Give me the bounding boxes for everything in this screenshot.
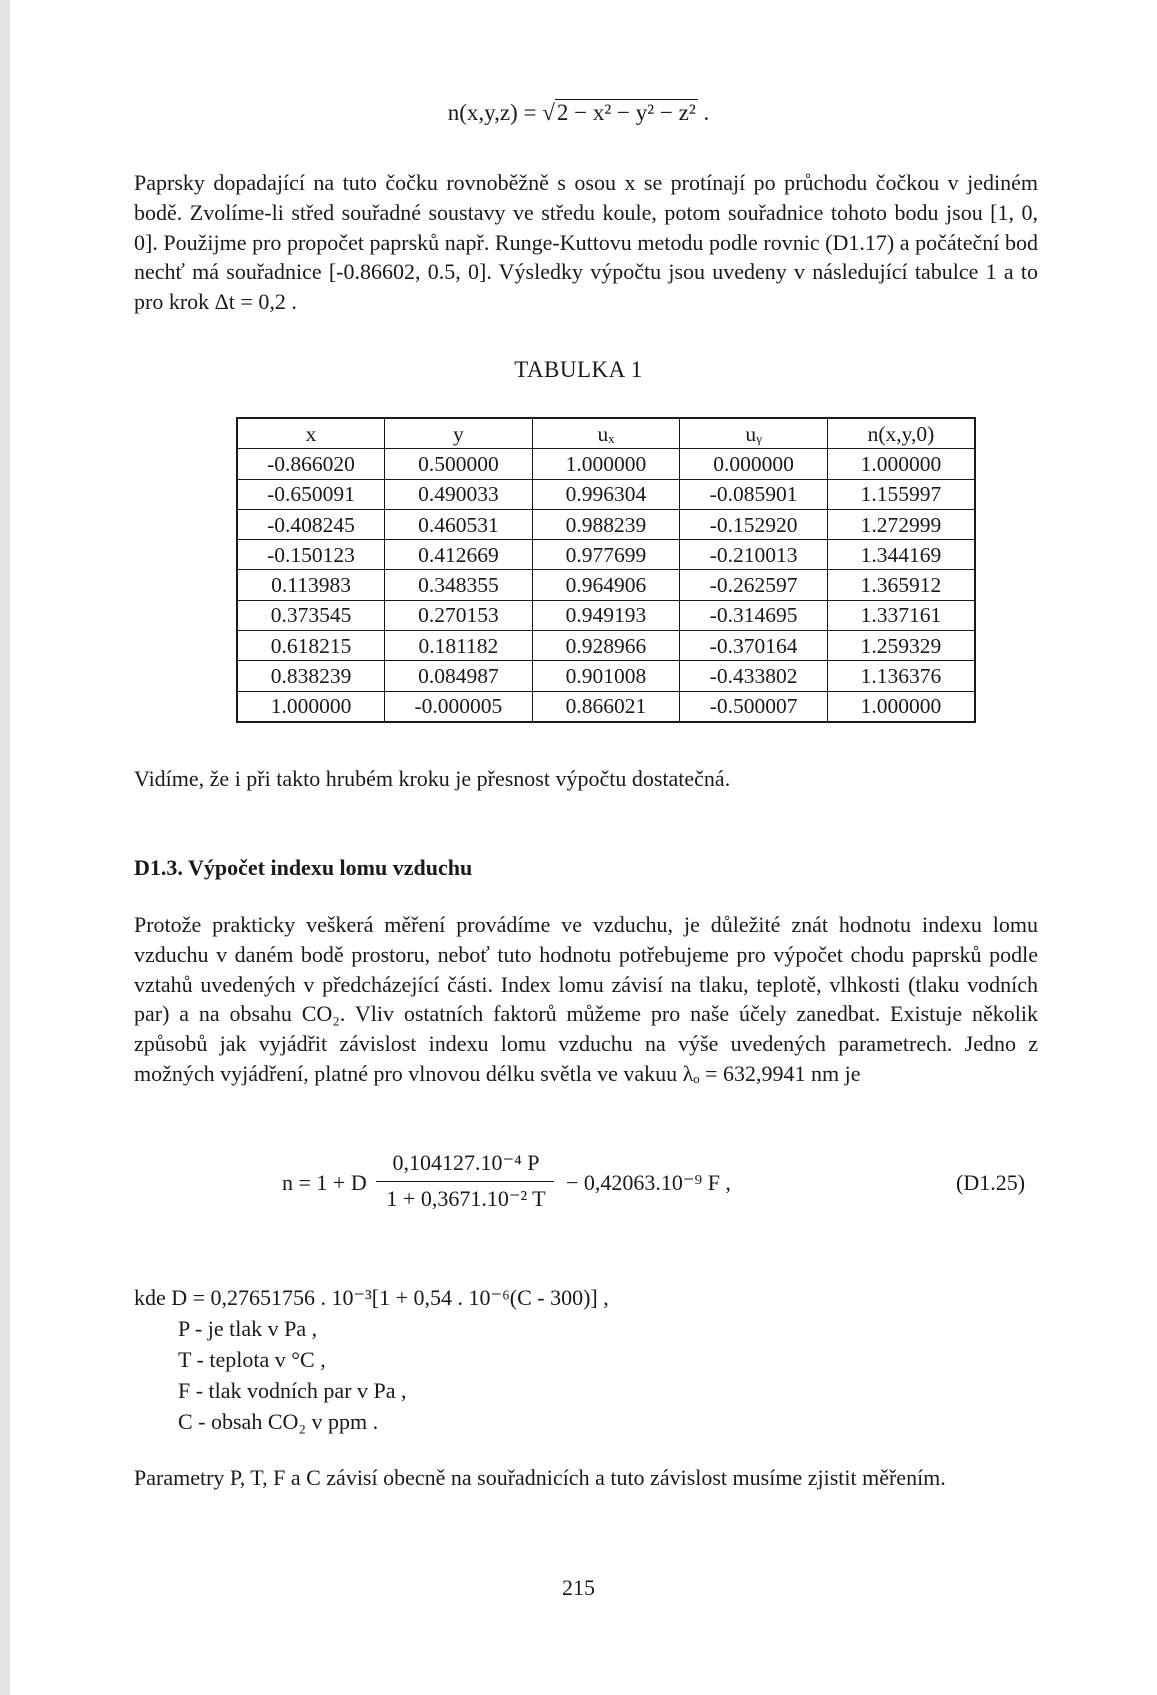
table-header-cell: uₓ (532, 418, 680, 449)
table-row (237, 631, 975, 661)
table-cell: 1.272999 (827, 509, 975, 539)
table-cell: 0.412669 (385, 540, 533, 570)
equation-label: (D1.25) (956, 1170, 1026, 1195)
table-header-cell: uᵧ (680, 418, 828, 449)
table-header-row (237, 418, 975, 449)
table-cell: -0.866020 (237, 449, 385, 479)
table-row (237, 600, 975, 630)
fraction-line (376, 1181, 554, 1182)
paragraph-2: Vidíme, že i při takto hrubém kroku je přesnost výpočtu dostatečná. (134, 766, 731, 791)
table-cell: 0.838239 (237, 661, 385, 691)
table-row (237, 570, 975, 600)
paragraph-3: Protože prakticky veškerá měření provádíme ve vzduchu, je důležité znát hodnotu indexu lomu vzduchu v daném bodě prostoru, neboť tuto hodnotu potřebujeme pro výpočet chodu paprsků podle vztahů uvedených v předcházející části. Index lomu závisí na tlaku, teplotě, vlhkosti (tlaku vodních par) a na obsahu CO₂. Vliv ostatních faktorů můžeme pro naše účely zanedbat. Existuje několik způsobů jak vyjádřit závislost indexu lomu vzduchu na výše uvedených parametrech. Jedno z možných vyjádření, platné pro vlnovou délku světla ve vakuu λₒ = 632,9941 nm je (134, 912, 1038, 1086)
data-table (236, 417, 976, 723)
table-cell: -0.262597 (680, 570, 828, 600)
table-cell: -0.500007 (680, 691, 828, 722)
table-cell: 1.337161 (827, 600, 975, 630)
paragraph-4: Parametry P, T, F a C závisí obecně na souřadnicích a tuto závislost musíme zjistit měřením. (134, 1465, 946, 1490)
table-cell: 0.490033 (385, 479, 533, 509)
table-cell: 0.000000 (680, 449, 828, 479)
table-cell: 0.901008 (532, 661, 680, 691)
page-number: 215 (562, 1575, 595, 1600)
table-cell: 0.373545 (237, 600, 385, 630)
table-cell: 1.344169 (827, 540, 975, 570)
table-cell: 1.000000 (827, 691, 975, 722)
table-cell: 1.155997 (827, 479, 975, 509)
table-cell: 0.113983 (237, 570, 385, 600)
definition-line: T - teplota v °C , (178, 1347, 326, 1372)
table-row (237, 691, 975, 722)
table-row (237, 509, 975, 539)
sqrt-sign: √ (542, 100, 555, 125)
table-cell: -0.152920 (680, 509, 828, 539)
table-row (237, 479, 975, 509)
table-cell: 0.084987 (385, 661, 533, 691)
table-cell: 1.136376 (827, 661, 975, 691)
definition-line: P - je tlak v Pa , (178, 1316, 318, 1341)
table-header-cell: y (385, 418, 533, 449)
table-cell: 1.259329 (827, 631, 975, 661)
table-cell: 0.181182 (385, 631, 533, 661)
equation-top (0, 100, 1157, 126)
table-cell: -0.210013 (680, 540, 828, 570)
equation-main-lhs: n = 1 + D (282, 1170, 367, 1195)
equation-main-denominator: 1 + 0,3671.10⁻² T (386, 1186, 546, 1211)
table-cell: -0.408245 (237, 509, 385, 539)
table-cell: -0.650091 (237, 479, 385, 509)
table-cell: 0.460531 (385, 509, 533, 539)
table-cell: -0.433802 (680, 661, 828, 691)
table-cell: 0.348355 (385, 570, 533, 600)
table-cell: 0.270153 (385, 600, 533, 630)
table-cell: 1.365912 (827, 570, 975, 600)
table-cell: -0.085901 (680, 479, 828, 509)
scan-edge (0, 0, 10, 1695)
table-cell: -0.314695 (680, 600, 828, 630)
paragraph-1: Paprsky dopadající na tuto čočku rovnoběžně s osou x se protínají po průchodu čočkou v jediném bodě. Zvolíme-li střed souřadné soustavy ve středu koule, potom souřadnice tohoto bodu jsou [1, 0, 0]. Použijme pro propočet paprsků např. Runge-Kuttovu metodu podle rovnic (D1.17) a počáteční bod nechť má souřadnice [-0.86602, 0.5, 0]. Výsledky výpočtu jsou uvedeny v následující tabulce 1 a to pro krok Δt = 0,2 . (134, 170, 1038, 315)
table-cell: 1.000000 (532, 449, 680, 479)
definition-line: C - obsah CO₂ v ppm . (178, 1409, 379, 1434)
table-header-cell: n(x,y,0) (827, 418, 975, 449)
table-cell: 0.977699 (532, 540, 680, 570)
definition-line: kde D = 0,27651756 . 10⁻³[1 + 0,54 . 10⁻⁶(C - 300)] , (134, 1285, 609, 1310)
table-cell: -0.150123 (237, 540, 385, 570)
table-cell: -0.370164 (680, 631, 828, 661)
table-cell: 0.500000 (385, 449, 533, 479)
equation-top-lhs: n(x,y,z) = (447, 100, 537, 125)
definition-line: F - tlak vodních par v Pa , (178, 1378, 407, 1403)
table-row (237, 540, 975, 570)
table-header-cell: x (237, 418, 385, 449)
table-cell: -0.000005 (385, 691, 533, 722)
table-cell: 0.964906 (532, 570, 680, 600)
table-cell: 0.866021 (532, 691, 680, 722)
table-title: TABULKA 1 (514, 357, 643, 382)
table-row (237, 449, 975, 479)
table-cell: 0.949193 (532, 600, 680, 630)
table-cell: 1.000000 (827, 449, 975, 479)
table-body (237, 449, 975, 722)
table-row (237, 661, 975, 691)
table-cell: 0.988239 (532, 509, 680, 539)
equation-main-numerator: 0,104127.10⁻⁴ P (392, 1150, 540, 1175)
equation-top-tail: . (703, 100, 710, 125)
table-cell: 0.928966 (532, 631, 680, 661)
equation-top-radicand: 2 − x² − y² − z² (556, 100, 696, 125)
table-cell: 0.996304 (532, 479, 680, 509)
table-cell: 1.000000 (237, 691, 385, 722)
table-cell: 0.618215 (237, 631, 385, 661)
equation-main-rhs: − 0,42063.10⁻⁹ F , (566, 1170, 731, 1195)
section-heading: D1.3. Výpočet indexu lomu vzduchu (134, 855, 473, 880)
